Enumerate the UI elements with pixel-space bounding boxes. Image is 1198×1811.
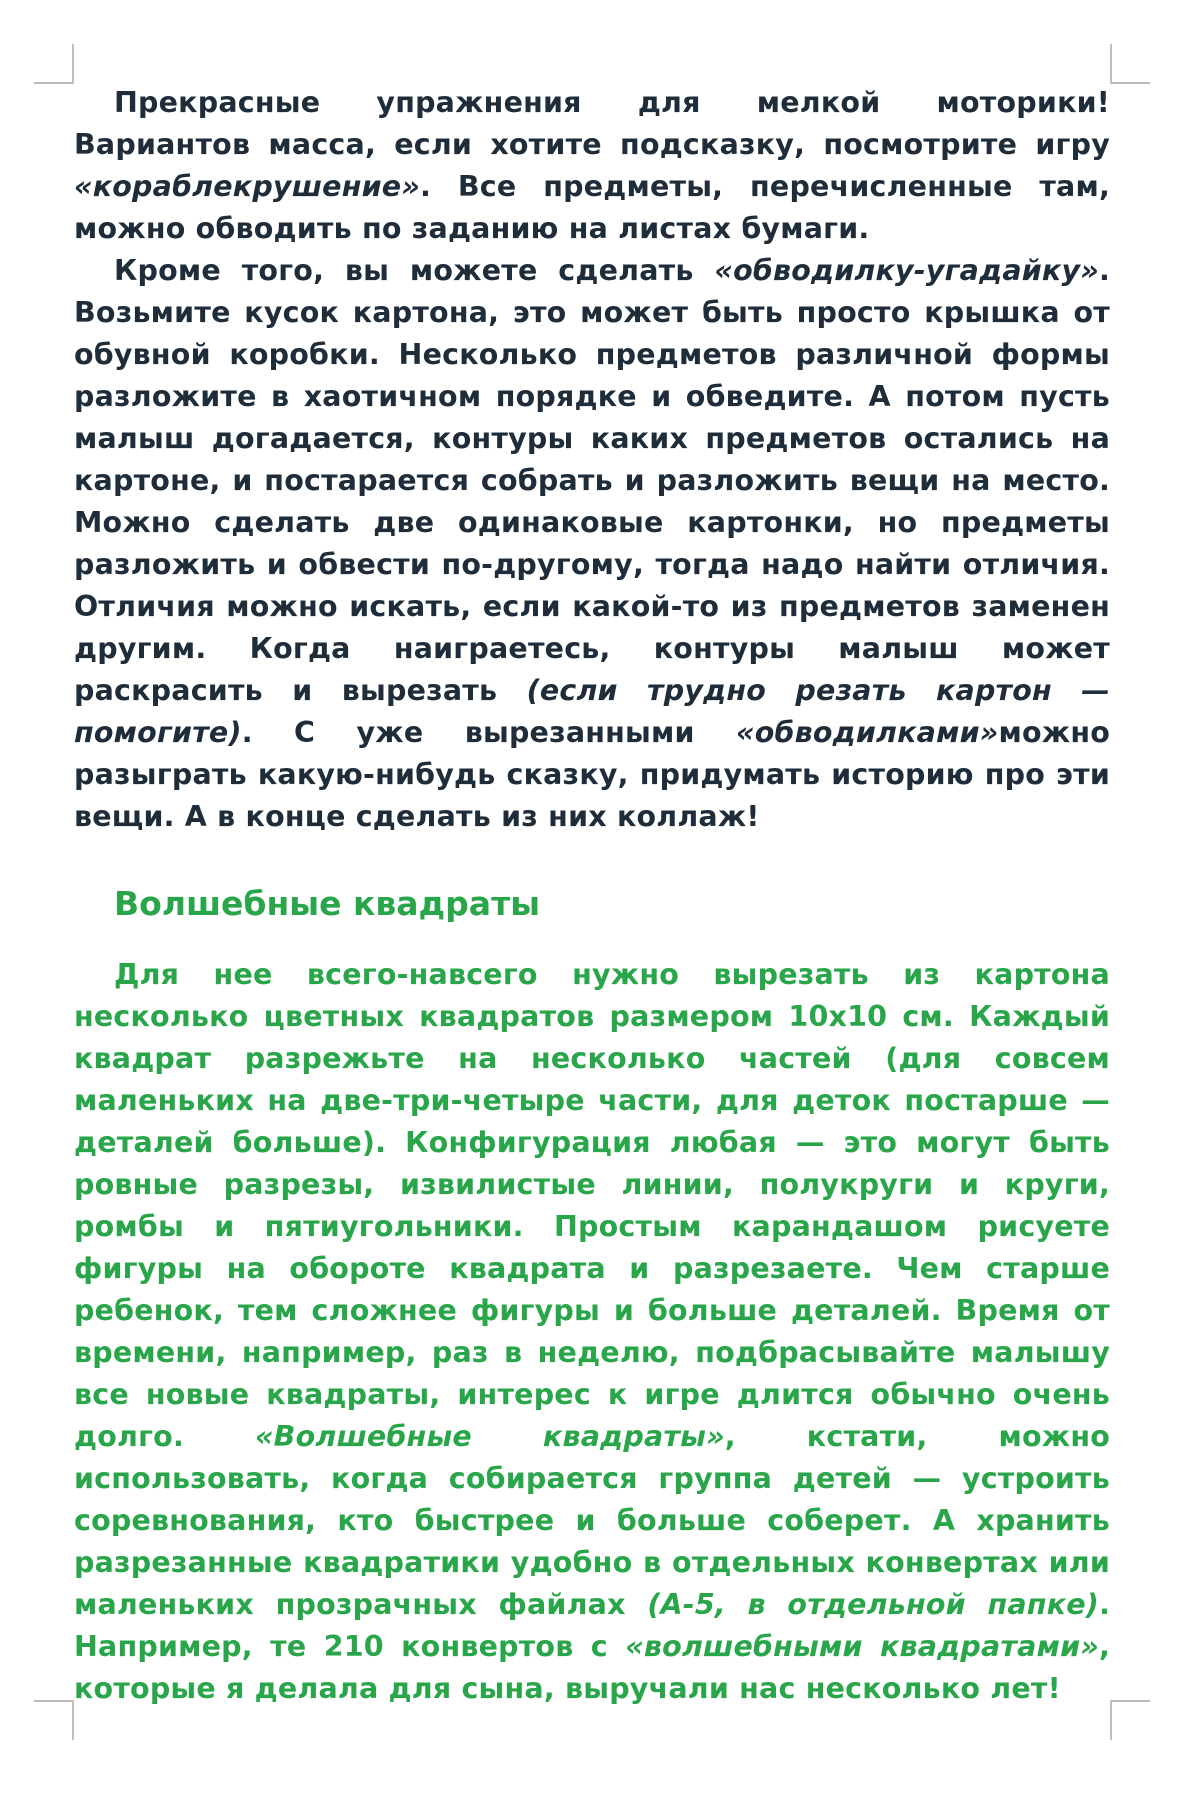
crop-mark-bottom-right-vertical: [1110, 1700, 1112, 1740]
text-run: , которые я делала для сына, выручали нас несколько лет!: [74, 1630, 1110, 1705]
italic-term: «обводилками»: [736, 716, 999, 749]
paragraph-magic-squares: [74, 954, 1110, 1710]
page-content: [74, 82, 1110, 1710]
text-run: Для нее всего-навсего нужно вырезать из картона несколько цветных квадратов размером 10х10 см. Каждый квадрат разрежьте на несколько частей (для совсем маленьких на две-три-четыре части, для деток постарше — деталей больше). Конфигурация любая — это могут быть ровные разрезы, извилистые линии, полукруги и круги, ромбы и пятиугольники. Простым карандашом рисуете фигуры на обороте квадрата и разрезаете. Чем старше ребенок, тем сложнее фигуры и больше деталей. Время от времени, например, раз в неделю, подбрасывайте малышу все новые квадраты, интерес к игре длится обычно очень долго.: [74, 958, 1110, 1453]
text-run: . Все предметы, перечисленные там, можно обводить по заданию на листах бумаги.: [74, 170, 1110, 245]
crop-mark-top-left-horizontal: [34, 82, 74, 84]
text-run: Кроме того, вы можете сделать: [114, 254, 715, 287]
text-run: , кстати, можно использовать, когда собирается группа детей — устроить соревнования, кто быстрее и больше соберет. А хранить разрезанные квадратики удобно в отдельных конвертах или маленьких прозрачных файлах: [74, 1420, 1110, 1621]
italic-game-name: «Волшебные квадраты»: [254, 1420, 725, 1453]
italic-game-name: «обводилку-угадайку»: [714, 254, 1099, 287]
crop-mark-top-left-vertical: [72, 44, 74, 84]
crop-mark-bottom-left-horizontal: [34, 1700, 74, 1702]
text-run: Прекрасные упражнения для мелкой моторики! Вариантов масса, если хотите подсказку, посмотрите игру: [74, 86, 1110, 161]
paragraph-fine-motor-intro: [74, 82, 1110, 250]
crop-mark-top-right-horizontal: [1110, 82, 1150, 84]
paragraph-tracing-guess-game: [74, 250, 1110, 838]
italic-remark: (если трудно резать картон — помогите): [74, 674, 1110, 749]
text-run: можно разыграть какую-нибудь сказку, придумать историю про эти вещи. А в конце сделать из них коллаж!: [74, 716, 1110, 833]
italic-term: «волшебными квадратами»: [625, 1630, 1099, 1663]
text-run: . С уже вырезанными: [241, 716, 737, 749]
crop-mark-top-right-vertical: [1110, 44, 1112, 84]
italic-game-name: «кораблекрушение»: [74, 170, 421, 203]
text-run: . Например, те 210 конвертов с: [74, 1588, 1110, 1663]
text-run: . Возьмите кусок картона, это может быть просто крышка от обувной коробки. Несколько предметов различной формы разложите в хаотичном порядке и обведите. А потом пусть малыш догадается, контуры каких предметов остались на картоне, и постарается собрать и разложить вещи на место. Можно сделать две одинаковые картонки, но предметы разложить и обвести по-другому, тогда надо найти отличия. Отличия можно искать, если какой-то из предметов заменен другим. Когда наиграетесь, контуры малыш может раскрасить и вырезать: [74, 254, 1110, 707]
section-heading: Волшебные квадраты: [114, 884, 541, 923]
italic-remark: (А-5, в отдельной папке): [647, 1588, 1099, 1621]
crop-mark-bottom-right-horizontal: [1110, 1700, 1150, 1702]
